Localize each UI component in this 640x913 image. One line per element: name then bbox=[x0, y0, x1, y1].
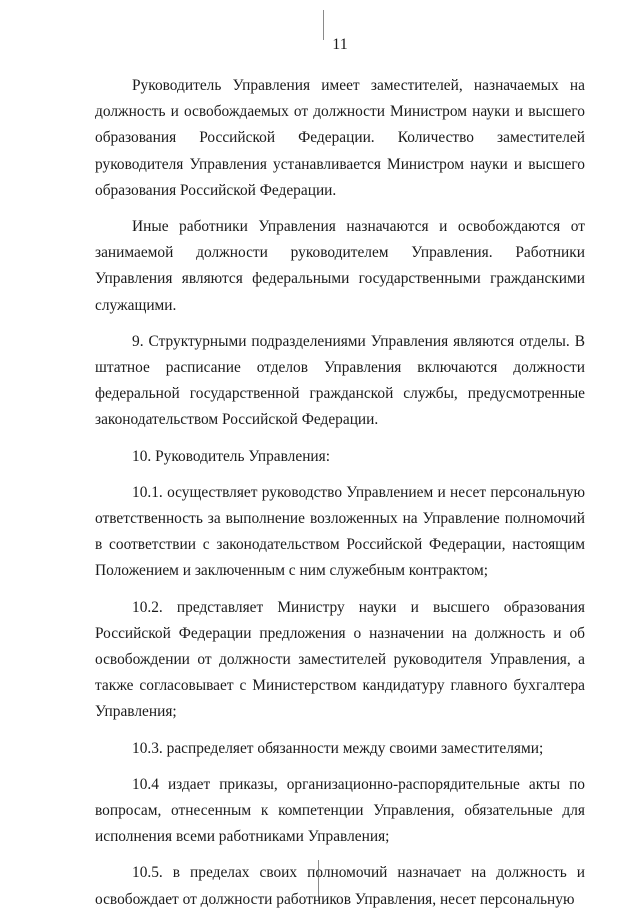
paragraph-deputies: Руководитель Управления имеет заместителей, назначаемых на должность и освобождаемых от должности Министром науки и высшего образования Российской Федерации. Количество заместителей руководителя Управления устанавливается Министром науки и высшего образования Российской Федерации. bbox=[95, 77, 585, 199]
paragraph-10-1: 10.1. осуществляет руководство Управлением и несет персональную ответственность за выполнение возложенных на Управление полномочий в соответствии с законодательством Российской Федерации, настоящим Положением и заключенным с ним служебным контрактом; bbox=[95, 483, 585, 580]
paragraph-10-2: 10.2. представляет Министру науки и высшего образования Российской Федерации предложения о назначении на должность и об освобождении от должности заместителей руководителя Управления, а также согласовывает с Министерством кандидатуру главного бухгалтера Управления; bbox=[95, 598, 585, 721]
paragraph-10: 10. Руководитель Управления: bbox=[132, 447, 331, 465]
paragraph-10-3: 10.3. распределяет обязанности между своими заместителями; bbox=[132, 739, 544, 757]
paragraph-10-5: 10.5. в пределах своих полномочий назначает на должность и освобождает от должности работников Управления, несет персональную bbox=[95, 864, 585, 908]
body-text bbox=[95, 73, 585, 913]
paragraph-9: 9. Структурными подразделениями Управления являются отделы. В штатное расписание отделов Управления включаются должности федеральной государственной гражданской службы, предусмотренные законодательством Российской Федерации. bbox=[95, 332, 585, 429]
paragraph-other-employees: Иные работники Управления назначаются и освобождаются от занимаемой должности руководителем Управления. Работники Управления являются федеральными государственными гражданскими служащими. bbox=[95, 218, 585, 314]
page-number: 11 bbox=[332, 36, 348, 53]
paragraph-10-4: 10.4 издает приказы, организационно-распорядительные акты по вопросам, отнесенным к компетенции Управления, обязательные для исполнения всеми работниками Управления; bbox=[95, 775, 585, 846]
